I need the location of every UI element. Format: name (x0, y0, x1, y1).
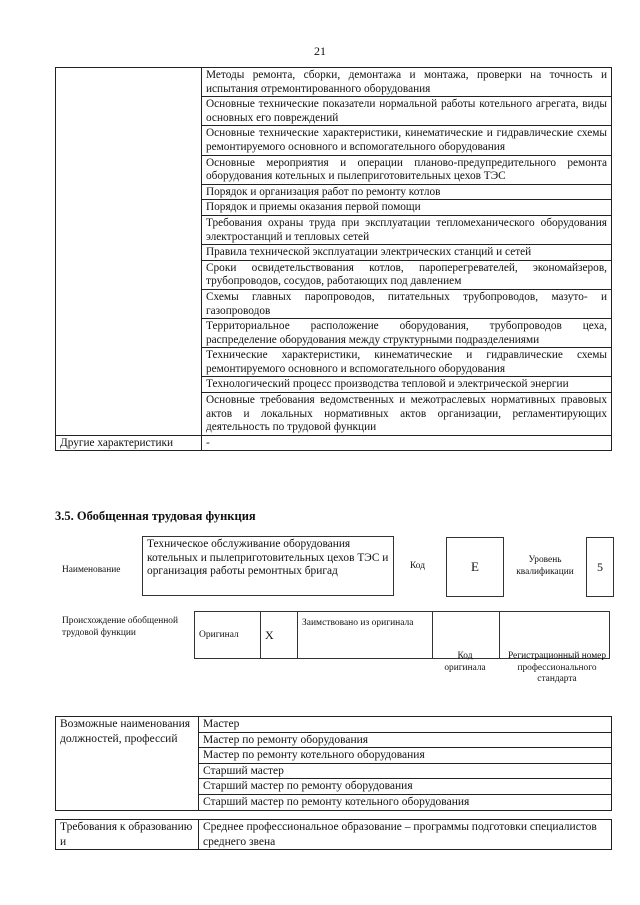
level-value-box: 5 (586, 537, 614, 597)
knowledge-table (55, 67, 612, 451)
knowledge-label-cell (56, 68, 202, 436)
knowledge-item: Порядок и организация работ по ремонту котлов (202, 184, 612, 200)
knowledge-item: Схемы главных паропроводов, питательных трубопроводов, мазуто- и газопроводов (202, 289, 612, 318)
original-mark: X (261, 612, 298, 659)
knowledge-row (56, 68, 612, 97)
education-table (55, 819, 612, 850)
position-item: Старший мастер по ремонту оборудования (199, 779, 611, 795)
origin-label: Происхождение обобщенной трудовой функции (62, 616, 178, 638)
positions-label: Возможные наименования должностей, профессий (56, 717, 199, 811)
name-label: Наименование (62, 565, 121, 575)
knowledge-item: Методы ремонта, сборки, демонтажа и монтажа, проверки на точность и испытания отремонтированного оборудования (202, 68, 612, 97)
knowledge-item: Территориальное расположение оборудования, трубопроводов цеха, распределение оборудования между структурными подразделениями (202, 319, 612, 348)
education-label: Требования к образованию и (56, 820, 199, 850)
code-label: Код (410, 561, 425, 571)
position-item: Мастер по ремонту оборудования (199, 733, 611, 749)
positions-list (199, 717, 612, 811)
knowledge-item: Порядок и приемы оказания первой помощи (202, 200, 612, 216)
code-original-caption: Код оригинала (444, 651, 486, 673)
position-item: Старший мастер по ремонту котельного оборудования (203, 795, 470, 808)
position-item: Мастер по ремонту котельного оборудования (199, 748, 611, 764)
knowledge-item: Основные требования ведомственных и межотраслевых нормативных правовых актов и локальных нормативных актов организации, регламентирующих деятельность по трудовой функции (202, 393, 612, 436)
knowledge-item: Технические характеристики, кинематические и гидравлические схемы ремонтируемого основного и вспомогательного оборудования (202, 348, 612, 377)
knowledge-item: Сроки освидетельствования котлов, пароперегревателей, экономайзеров, трубопроводов, сосудов, работающих под давлением (202, 260, 612, 289)
original-label: Оригинал (195, 612, 261, 659)
knowledge-item: Технологический процесс производства тепловой и электрической энергии (202, 377, 612, 393)
positions-table (55, 716, 612, 811)
function-name-box: Техническое обслуживание оборудования котельных и пылеприготовительных цехов ТЭС и организация работы ремонтных бригад (142, 536, 394, 596)
knowledge-item: Правила технической эксплуатации электрических станций и сетей (202, 245, 612, 261)
other-characteristics-label: Другие характеристики (56, 435, 202, 451)
position-item: Старший мастер (199, 764, 611, 780)
other-characteristics-row (56, 435, 612, 451)
knowledge-item: Основные мероприятия и операции планово-предупредительного ремонта оборудования котельных и пылеприготовительных цехов ТЭС (202, 155, 612, 184)
level-label: Уровень квалификации (516, 555, 574, 577)
position-item: Мастер (199, 717, 611, 733)
borrowed-label: Заимствовано из оригинала (298, 612, 433, 659)
code-value-box: E (446, 537, 504, 597)
registration-caption: Регистрационный номер профессионального стандарта (507, 651, 607, 684)
knowledge-item: Основные технические характеристики, кинематические и гидравлические схемы ремонтируемого основного и вспомогательного оборудования (202, 126, 612, 155)
page-number: 21 (314, 44, 326, 58)
education-value: Среднее профессиональное образование – программы подготовки специалистов среднего звена (199, 820, 612, 850)
knowledge-item: Требования охраны труда при эксплуатации тепломеханического оборудования электростанций и тепловых сетей (202, 215, 612, 244)
knowledge-item: Основные технические показатели нормальной работы котельного агрегата, виды основных его повреждений (202, 97, 612, 126)
section-title: 3.5. Обобщенная трудовая функция (55, 509, 256, 523)
other-characteristics-value: - (202, 435, 612, 451)
